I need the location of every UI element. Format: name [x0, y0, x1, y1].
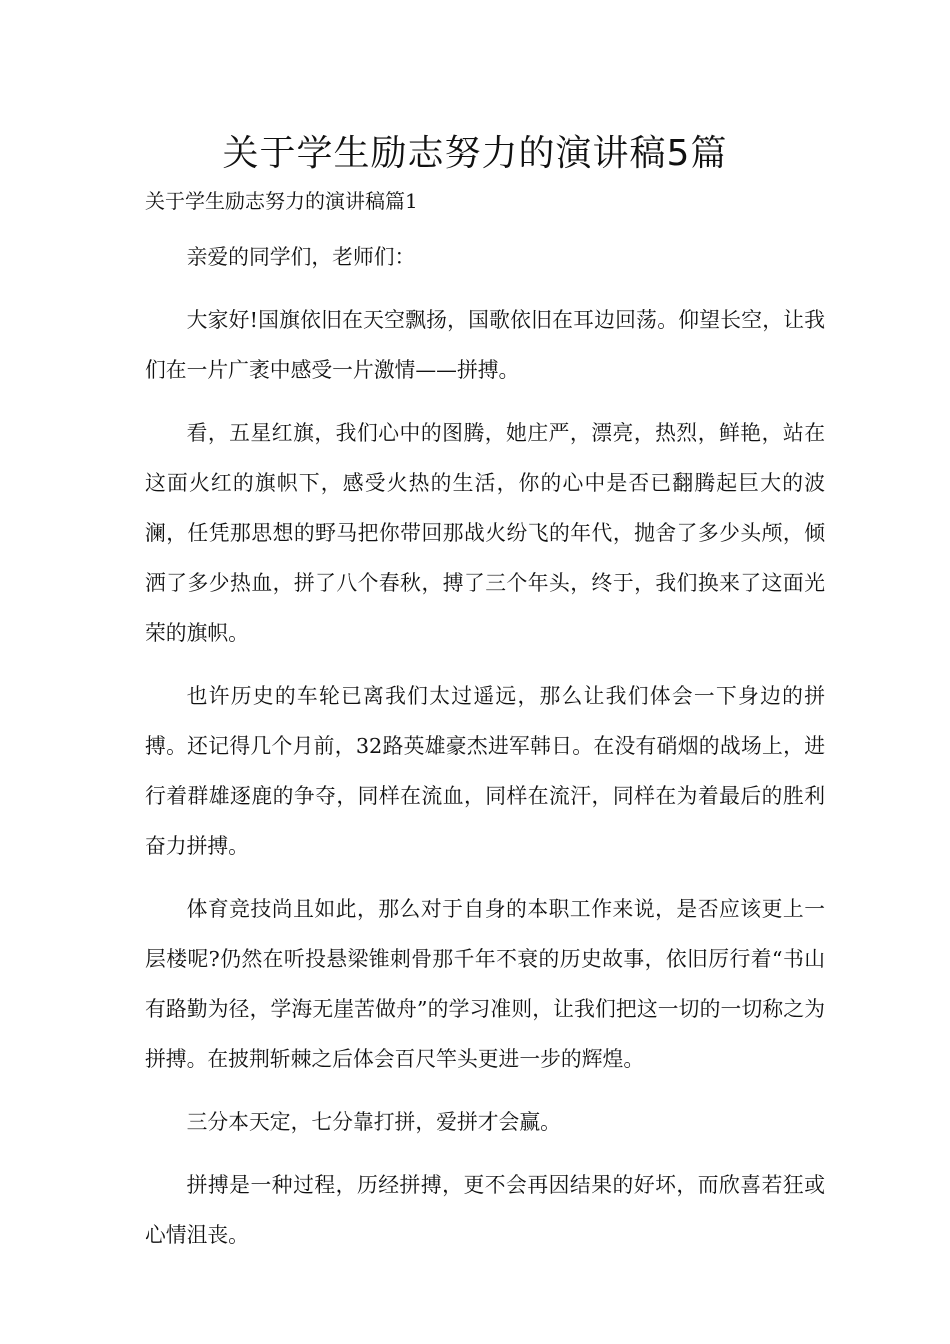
- paragraph: 大家好!国旗依旧在天空飘扬，国歌依旧在耳边回荡。仰望长空，让我们在一片广袤中感受一片激情——拼搏。: [145, 308, 825, 382]
- paragraph-greeting: 亲爱的同学们，老师们：: [186, 245, 416, 269]
- document-title: 关于学生励志努力的演讲稿5篇: [222, 133, 728, 174]
- document-body: [145, 232, 825, 1273]
- paragraph: 体育竞技尚且如此，那么对于自身的本职工作来说，是否应该更上一层楼呢?仍然在听投悬梁锥刺骨那千年不衰的历史故事，依旧厉行着“书山有路勤为径，学海无崖苦做舟”的学习准则，让我们把这一切的一切称之为拼搏。在披荆斩棘之后体会百尺竿头更进一步的辉煌。: [145, 897, 825, 1071]
- paragraph: 也许历史的车轮已离我们太过遥远，那么让我们体会一下身边的拼搏。还记得几个月前，32路英雄豪杰进军韩日。在没有硝烟的战场上，进行着群雄逐鹿的争夺，同样在流血，同样在流汗，同样在为着最后的胜利奋力拼搏。: [145, 684, 825, 858]
- section-heading: 关于学生励志努力的演讲稿篇1: [145, 189, 418, 213]
- paragraph: 三分本天定，七分靠打拼，爱拼才会赢。: [186, 1110, 561, 1134]
- paragraph: 看，五星红旗，我们心中的图腾，她庄严，漂亮，热烈，鲜艳，站在这面火红的旗帜下，感受火热的生活，你的心中是否已翻腾起巨大的波澜，任凭那思想的野马把你带回那战火纷飞的年代，抛舍了多少头颅，倾洒了多少热血，拼了八个春秋，搏了三个年头，终于，我们换来了这面光荣的旗帜。: [145, 421, 825, 645]
- paragraph: 拼搏是一种过程，历经拼搏，更不会再因结果的好坏，而欣喜若狂或心情沮丧。: [145, 1173, 825, 1247]
